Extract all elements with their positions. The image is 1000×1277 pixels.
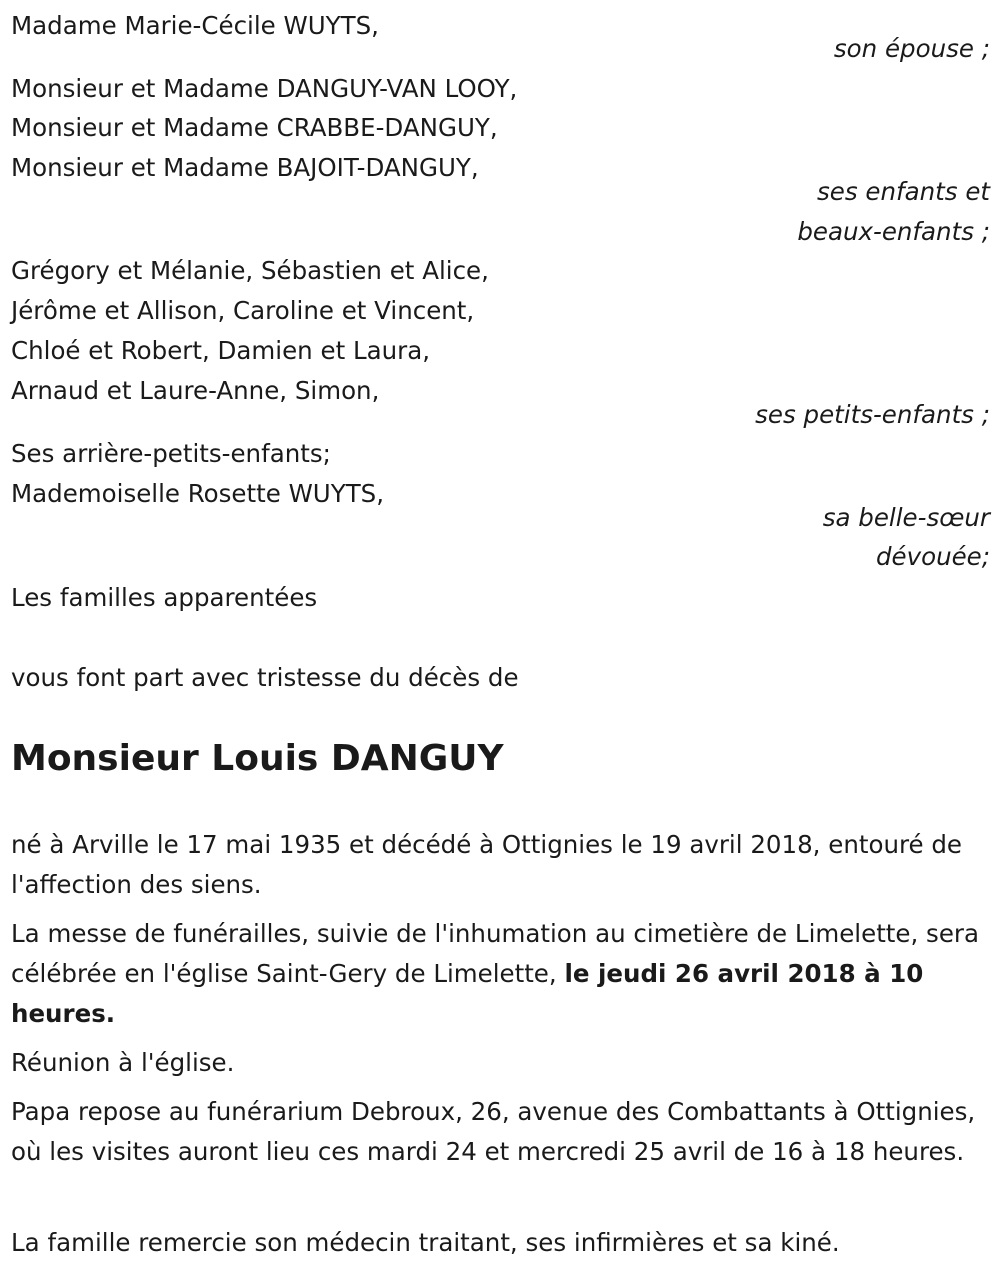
child-line: Monsieur et Madame BAJOIT-DANGUY,	[11, 153, 479, 182]
meeting-paragraph: Réunion à l'église.	[11, 1048, 235, 1077]
funeral-date: le jeudi 26 avril 2018 à 10 heures.	[11, 959, 924, 1028]
sister-in-law-name: Mademoiselle Rosette WUYTS,	[11, 479, 385, 508]
child-line: Monsieur et Madame DANGUY-VAN LOOY,	[11, 74, 518, 103]
grandchild-line: Grégory et Mélanie, Sébastien et Alice,	[11, 256, 489, 285]
grandchild-line: Arnaud et Laure-Anne, Simon,	[11, 376, 380, 405]
wife-role: son épouse ;	[833, 34, 990, 63]
visits-paragraph: Papa repose au funérarium Debroux, 26, avenue des Combattants à Ottignies, où les visites auront lieu ces mardi 24 et mercredi 25 avril de 16 à 18 heures.	[11, 1097, 976, 1166]
great-grandchildren: Ses arrière-petits-enfants;	[11, 439, 331, 468]
thanks-paragraph: La famille remercie son médecin traitant, ses infirmières et sa kiné.	[11, 1228, 840, 1257]
funeral-paragraph	[11, 914, 996, 1034]
grandchildren-role: ses petits-enfants ;	[755, 400, 990, 429]
sister-in-law-role-line2: dévouée;	[875, 542, 990, 571]
deceased-name: Monsieur Louis DANGUY	[11, 738, 504, 779]
funeral-text: La messe de funérailles, suivie de l'inhumation au cimetière de Limelette, sera célébrée en l'église Saint-Gery de Limelette,	[11, 919, 979, 988]
children-role-line2: beaux-enfants ;	[797, 217, 990, 246]
birth-death-paragraph: né à Arville le 17 mai 1935 et décédé à Ottignies le 19 avril 2018, entouré de l'affection des siens.	[11, 830, 963, 899]
children-role-line1: ses enfants et	[817, 177, 990, 206]
grandchild-line: Chloé et Robert, Damien et Laura,	[11, 336, 431, 365]
child-line: Monsieur et Madame CRABBE-DANGUY,	[11, 113, 498, 142]
related-families: Les familles apparentées	[11, 583, 318, 612]
sister-in-law-role-line1: sa belle-sœur	[822, 503, 990, 532]
wife-name: Madame Marie-Cécile WUYTS,	[11, 11, 379, 40]
grandchild-line: Jérôme et Allison, Caroline et Vincent,	[11, 296, 475, 325]
announcement: vous font part avec tristesse du décès de	[11, 663, 519, 692]
